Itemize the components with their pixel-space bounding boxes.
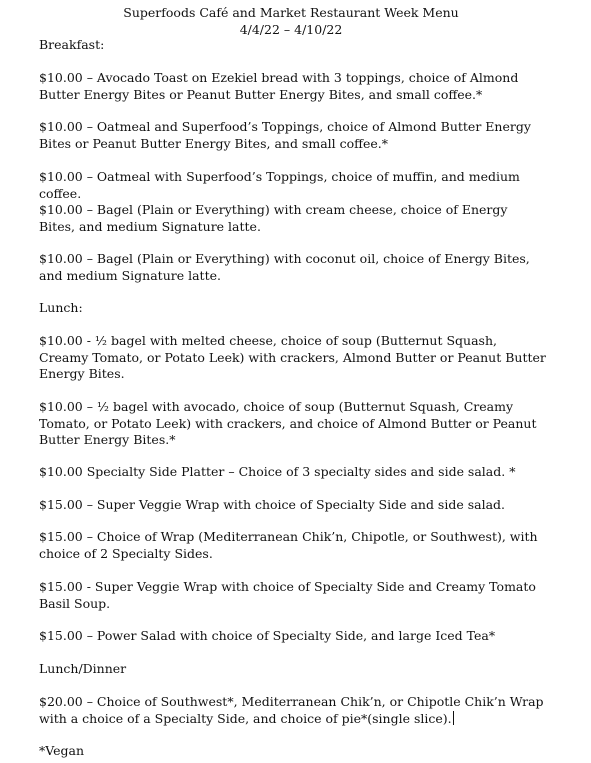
breakfast-item-oatmeal-toppings: $10.00 – Oatmeal and Superfood’s Toppings, choice of Almond Butter Energy Bites or Peanut Butter Energy Bites, and small coffee.* [39,119,531,151]
lunch-item-veggie-wrap-salad: $15.00 – Super Veggie Wrap with choice of Specialty Side and side salad. [39,497,506,512]
breakfast-item-avocado-toast: $10.00 – Avocado Toast on Ezekiel bread with 3 toppings, choice of Almond Butter Energy Bites or Peanut Butter Energy Bites, and small coffee.* [39,70,519,102]
text-cursor [453,711,454,725]
menu-title: Superfoods Café and Market Restaurant Week Menu [123,5,459,20]
lunch-item-choice-of-wrap: $15.00 – Choice of Wrap (Mediterranean Chik’n, Chipotle, or Southwest), with choice of 2 Specialty Sides. [39,529,538,561]
lunch-dinner-item-wrap [39,694,547,727]
vegan-footnote: *Vegan [39,743,85,758]
lunch-item-veggie-wrap-soup: $15.00 - Super Veggie Wrap with choice of Specialty Side and Creamy Tomato Basil Soup. [39,579,536,611]
lunch-item-bagel-avocado-soup: $10.00 – ½ bagel with avocado, choice of soup (Butternut Squash, Creamy Tomato, or Potato Leek) with crackers, and choice of Almond Butter or Peanut Butter Energy Bites.* [39,399,537,447]
breakfast-item-oatmeal-muffin: $10.00 – Oatmeal with Superfood’s Toppings, choice of muffin, and medium coffee. [39,169,520,201]
breakfast-item-bagel-coconut-oil: $10.00 – Bagel (Plain or Everything) with coconut oil, choice of Energy Bites, and medium Signature latte. [39,251,530,283]
lunch-heading: Lunch: [39,300,83,315]
lunch-item-power-salad: $15.00 – Power Salad with choice of Specialty Side, and large Iced Tea* [39,628,496,643]
breakfast-item-bagel-cream-cheese: $10.00 – Bagel (Plain or Everything) with cream cheese, choice of Energy Bites, and medium Signature latte. [39,202,508,234]
lunch-item-bagel-cheese-soup: $10.00 - ½ bagel with melted cheese, choice of soup (Butternut Squash, Creamy Tomato, or Potato Leek) with crackers, Almond Butter or Peanut Butter Energy Bites. [39,333,546,381]
menu-dates: 4/4/22 – 4/10/22 [239,22,343,37]
lunch-dinner-heading: Lunch/Dinner [39,661,127,676]
lunch-dinner-item-text: $20.00 – Choice of Southwest*, Mediterranean Chik’n, or Chipotle Chik’n Wrap with a choice of a Specialty Side, and choice of pie*(single slice). [39,694,544,726]
menu-header [0,4,582,38]
breakfast-heading: Breakfast: [39,37,105,52]
lunch-item-side-platter: $10.00 Specialty Side Platter – Choice of 3 specialty sides and side salad. * [39,464,516,479]
